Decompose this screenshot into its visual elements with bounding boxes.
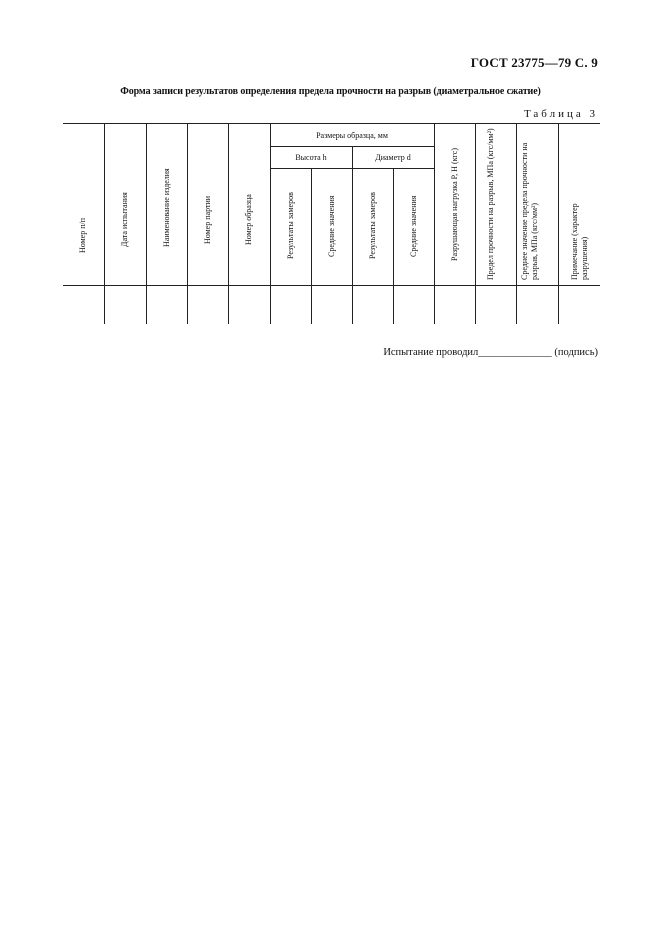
group-header-sizes: Размеры образца, мм: [316, 131, 388, 140]
signature-line: Испытание проводил______________ (подпись): [383, 347, 598, 358]
column-header-batch-number: Номер партии: [203, 195, 212, 245]
column-header-sample-number: Номер образца: [244, 194, 253, 246]
column-header-diameter-averages: Средние значения: [409, 195, 418, 257]
column-header-test-date: Дата испытания: [120, 192, 129, 248]
col-divider: [434, 123, 435, 324]
column-header-average-strength: Среднее значение предела прочности на разрыв, МПа (кгс/мм²): [520, 142, 539, 280]
col-divider: [558, 123, 559, 324]
subgroup-header-height: Высота h: [295, 153, 327, 162]
col-divider: [146, 123, 147, 324]
column-header-number: Номер п/п: [78, 217, 87, 253]
col-divider: [187, 123, 188, 324]
col-divider: [228, 123, 229, 324]
column-header-tensile-strength: Предел прочности на разрыв, МПа (кгс/мм²): [486, 128, 495, 280]
col-divider: [352, 146, 353, 324]
col-divider: [311, 168, 312, 324]
column-header-product-name: Наименование изделия: [162, 168, 171, 247]
form-title: Форма записи результатов определения предела прочности на разрыв (диаметральное сжатие): [120, 86, 541, 97]
header-bottom-border: [63, 285, 600, 286]
column-header-height-measurements: Результаты замеров: [286, 192, 295, 260]
column-header-remarks: Примечание (характер разрушения): [570, 203, 589, 280]
col-divider: [393, 168, 394, 324]
col-divider: [475, 123, 476, 324]
col-divider: [516, 123, 517, 324]
document-reference: ГОСТ 23775—79 С. 9: [470, 55, 598, 70]
table-top-border: [63, 123, 600, 124]
table-number: Таблица 3: [523, 108, 598, 120]
column-header-height-averages: Средние значения: [327, 195, 336, 257]
column-header-breaking-load: Разрушающая нагрузка P, Н (кгс): [450, 147, 459, 261]
col-divider: [104, 123, 105, 324]
subgroup-header-diameter: Диаметр d: [375, 153, 411, 162]
column-header-diameter-measurements: Результаты замеров: [368, 192, 377, 260]
